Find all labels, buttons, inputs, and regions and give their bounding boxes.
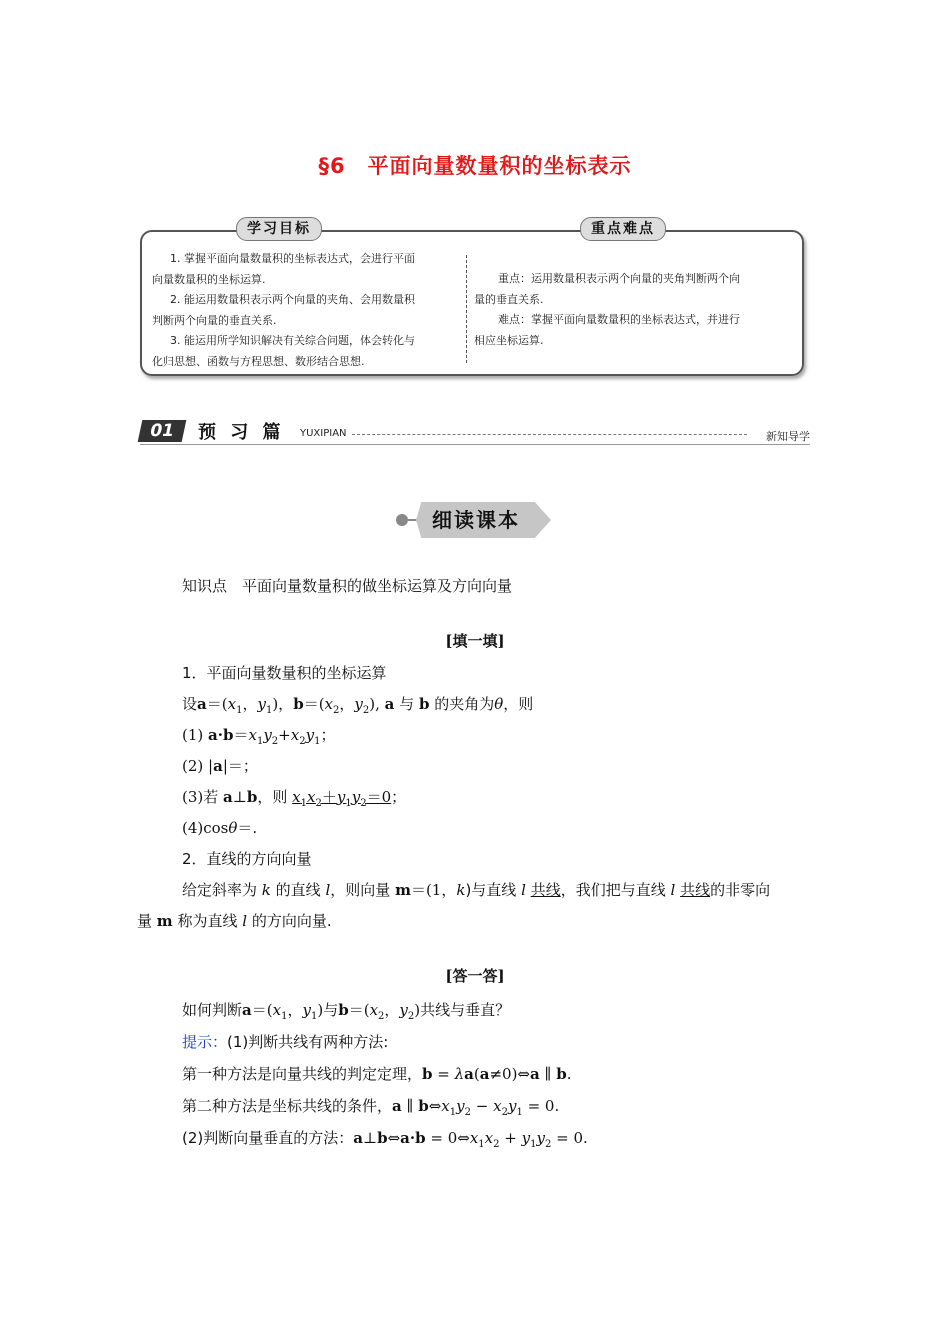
key-line: 相应坐标运算. [474,333,544,347]
label-2: (2) | [182,757,214,775]
angle-text: 的夹角为 [434,695,495,713]
key-line: 重点：运用数量积表示两个向量的夹角判断两个向 [498,272,740,285]
label-3: (3)若 [182,788,224,806]
goal-line: 1. 掌握平面向量数量积的坐标表达式，会进行平面 [170,252,415,265]
hint-text: (1)判断共线有两种方法: [227,1033,389,1051]
dir-text: ，我们把与直线 [560,881,666,899]
dir-text: 给定斜率为 [182,881,258,899]
label-1: (1) [182,726,209,744]
hint-line-2: 第一种方法是向量共线的判定定理，b = λa(a≠0)⇔a ∥ b. [182,1065,572,1083]
section-header [140,420,810,446]
section-underline [140,444,810,445]
dir-text: )与直线 [465,881,517,899]
hint-label: 提示： [182,1033,228,1051]
label-4: (4)cos [182,819,229,837]
then-text: ，则 [503,695,534,713]
collinear-text: 共线 [680,881,711,899]
read-textbook-banner [396,502,556,538]
label-2b: |＝； [222,757,258,775]
formula-4: (4)cosθ＝. [182,819,258,837]
banner-label: 细读课本 [432,508,520,532]
key-points-list [474,269,794,351]
hint-line-1 [182,1032,388,1052]
hint-text: 第二种方法是坐标共线的条件， [182,1097,393,1115]
dir-text: 的方向向量. [251,912,332,930]
objectives-divider [466,255,467,363]
dir-text: 的直线 [275,881,321,899]
label-4b: ＝. [237,819,258,837]
question-text: 如何判断 [182,1001,243,1019]
dir-text: 的非零向 [710,881,771,899]
key-line: 难点：掌握平面向量数量积的坐标表达式，并进行 [498,313,740,326]
collinear-text: 共线 [530,881,561,899]
and-text: 与 [399,695,415,713]
section-title: 预 习 篇 [198,422,285,443]
direction-para-1: 给定斜率为 k 的直线 l，则向量 m＝(1，k)与直线 l 共线，我们把与直线 l 共线的非零向 [182,881,771,899]
goal-line: 向量数量积的坐标运算. [152,272,266,286]
hint-text: (2)判断向量垂直的方法： [182,1129,354,1147]
formula-1: (1) $a\cdot b=x_1y_2+x_2y_1$； [182,726,336,747]
page-title: §6 平面向量数量积的坐标表示 [318,154,632,178]
dir-text: 量 [137,912,153,930]
item1-heading: 1．平面向量数量积的坐标运算 [182,664,387,682]
question-text: 共线与垂直？ [420,1001,511,1019]
hint-line-4: (2)判断向量垂直的方法：a⊥b⇔a·b = $0\Leftrightarrow x_1x_2 + y_1y_2 = 0$. [182,1129,588,1150]
label-3b: ，则 [257,788,293,806]
banner-dot-icon [396,514,408,526]
hint-text: 第一种方法是向量共线的判定定理， [182,1065,423,1083]
key-points-tag: 重点难点 [580,217,666,241]
question-line: 如何判断$a=(x_1$，$y_1$)与$b=(x_2$，$y_2$)共线与垂直？ [182,1001,511,1022]
section-pinyin: YUXIPIAN [300,428,347,439]
dir-text: ，则向量 [330,881,391,899]
answer-heading: [答一答] [445,967,505,985]
direction-para-2: 量 m 称为直线 l 的方向向量. [137,912,332,930]
hint-line-3: 第二种方法是坐标共线的条件，a ∥ $b\Leftrightarrow x_1y_2 - x_2y_1 = 0$. [182,1097,560,1118]
item2-heading: 2．直线的方向向量 [182,850,312,868]
key-line: 量的垂直关系. [474,292,544,306]
section-dashed-line [352,434,747,435]
dir-text: 称为直线 [177,912,238,930]
formula-setup: 设$a=(x_1$，$y_1$)，$b=(x_2$，$y_2$), a 与 b 的夹角为θ，则 [182,695,534,716]
learning-goals-list [152,249,462,372]
dir-text: ＝(1， [410,881,457,899]
section-number: 01 [138,420,187,442]
fill-heading: [填一填] [445,632,505,650]
setup-text: 设 [182,695,198,713]
section-subtitle: 新知导学 [766,430,810,443]
learning-goals-tag: 学习目标 [236,217,322,241]
and-text: 与 [323,1001,339,1019]
goal-line: 化归思想、函数与方程思想、数形结合思想. [152,354,365,368]
goal-line: 3. 能运用所学知识解决有关综合问题，体会转化与 [170,334,415,347]
formula-2: (2) |a|＝； [182,757,258,775]
knowledge-point: 知识点 平面向量数量积的做坐标运算及方向向量 [182,577,513,595]
goal-line: 判断两个向量的垂直关系. [152,313,277,327]
goal-line: 2. 能运用数量积表示两个向量的夹角、会用数量积 [170,293,415,306]
formula-3: (3)若 a⊥b，则 $x_1x_2+y_1y_2=0$； [182,788,407,809]
